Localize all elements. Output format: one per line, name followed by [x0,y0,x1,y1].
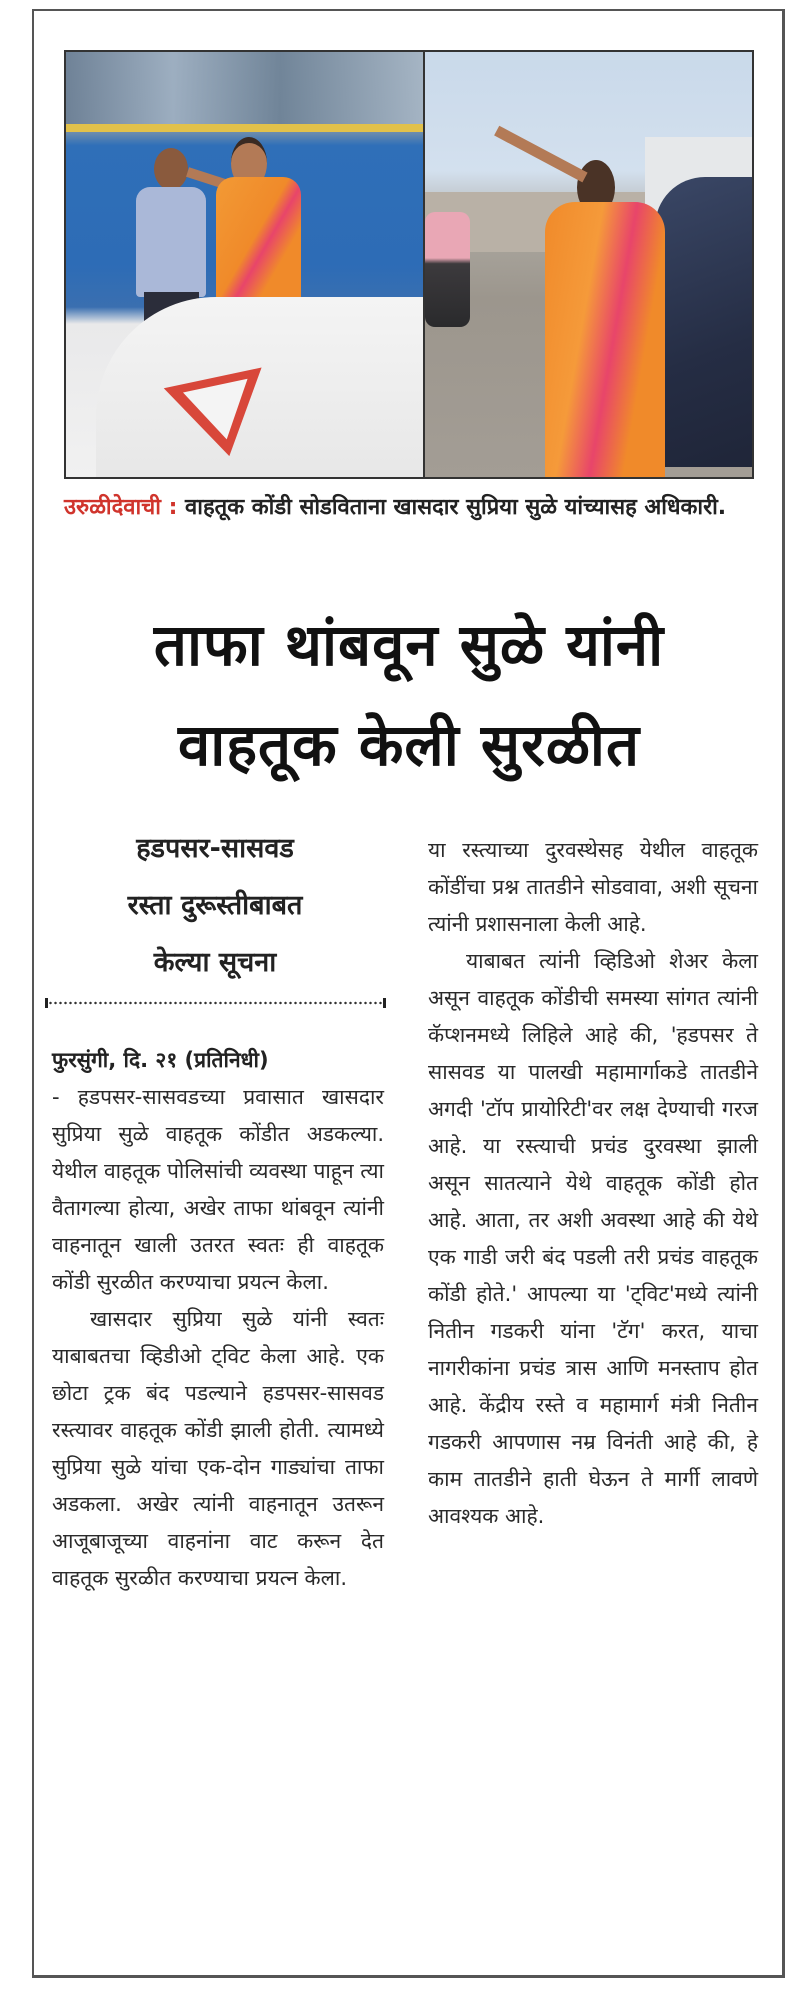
photo-collage [64,50,754,479]
body-paragraph: याबाबत त्यांनी व्हिडिओ शेअर केला असून वाहतूक कोंडीची समस्या सांगत त्यांनी कॅप्शनमध्ये लिहिले आहे की, 'हडपसर ते सासवड या पालखी महामार्गाकडे तातडीने अगदी 'टॉप प्रायोरिटी'वर लक्ष देण्याची गरज आहे. या रस्त्याची प्रचंड दुरवस्था झाली असून सातत्याने येथे वाहतूक कोंडी होत आहे. आता, तर अशी अवस्था आहे की येथे एक गाडी जरी बंद पडली तरी प्रचंड वाहतूक कोंडी होते.' आपल्या या 'ट्विट'मध्ये त्यांनी नितीन गडकरी यांना 'टॅग' करत, याचा नागरीकांना प्रचंड त्रास आणि मनस्ताप होत आहे. केंद्रीय रस्ते व महामार्ग मंत्री नितीन गडकरी आपणास नम्र विनंती आहे की, हे काम तातडीने हाती घेऊन ते मार्गी लावणे आवश्यक आहे. [428,949,758,1528]
subhead-line-2: रस्ता दुरूस्तीबाबत [127,890,303,921]
caption-place: उरुळीदेवाची : [64,495,178,520]
subhead-line-1: हडपसर-सासवड [136,833,294,864]
dark-car [655,177,752,467]
photo-left [66,52,425,477]
photo-right [425,52,752,477]
body-paragraph: या रस्त्याच्या दुरवस्थेसह येथील वाहतूक कोंडींचा प्रश्न तातडीने सोडवावा, अशी सूचना त्यांनी प्रशासनाला केली आहे. [428,838,758,936]
subheadline [40,820,390,991]
motorbike [425,212,470,327]
dateline: फुरसुंगी, दि. २१ (प्रतिनिधी) [52,1048,269,1072]
article-column-right [428,832,758,1535]
woman-saree [216,177,301,312]
subhead-line-3: केल्या सूचना [153,947,277,978]
bus-stripe [66,124,423,132]
woman-saree [545,202,665,477]
caption-text: वाहतूक कोंडी सोडविताना खासदार सुप्रिया सुळे यांच्यासह अधिकारी. [185,495,727,520]
body-paragraph: - हडपसर-सासवडच्या प्रवासात खासदार सुप्रिया सुळे वाहतूक कोंडीत अडकल्या. येथील वाहतूक पोलिसांची व्यवस्था पाहून त्या वैतागल्या होत्या, अखेर ताफा थांबवून त्यांनी वाहनातून खाली उतरत स्वतः ही वाहतूक कोंडी सुरळीत करण्याचा प्रयत्न केला. [52,1085,384,1294]
body-paragraph: खासदार सुप्रिया सुळे यांनी स्वतः याबाबतचा व्हिडीओ ट्विट केला आहे. एक छोटा ट्रक बंद पडल्याने हडपसर-सासवड रस्त्यावर वाहतूक कोंडी झाली होती. त्यामध्ये सुप्रिया सुळे यांचा एक-दोन गाड्यांचा ताफा अडकला. अखेर त्यांनी वाहनातून उतरून आजूबाजूच्या वाहनांना वाट करून देत वाहतूक सुरळीत करण्याचा प्रयत्न केला. [52,1307,384,1590]
man-head [154,148,188,190]
headline [44,595,774,795]
man-shirt [136,187,206,297]
headline-line-2: वाहतूक केली सुरळीत [177,711,641,779]
dotted-divider [45,998,386,1008]
headline-line-1: ताफा थांबवून सुळे यांनी [153,611,665,679]
photo-caption [64,490,754,526]
bus-windows [66,52,423,132]
woman-arm [494,126,587,183]
article-column-left [52,1042,384,1597]
